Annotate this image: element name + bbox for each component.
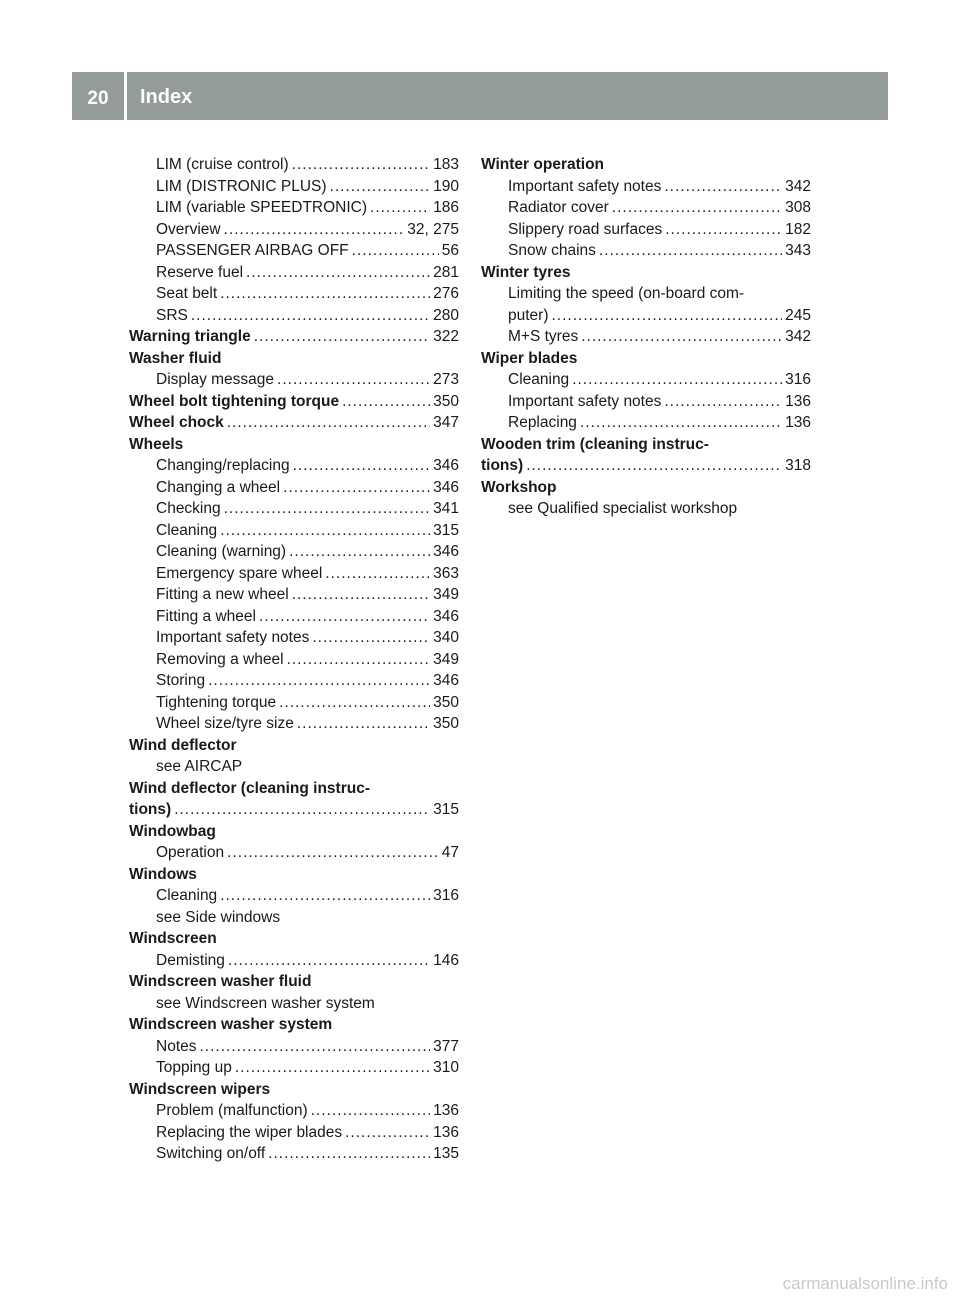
index-entry[interactable] [481,455,811,477]
page-reference[interactable]: 350 [433,715,459,732]
page-reference[interactable]: 135 [433,1145,459,1162]
index-subentry[interactable] [129,950,459,972]
index-heading: Wheels [129,435,184,453]
page-reference[interactable]: 322 [433,328,459,345]
index-subentry[interactable] [481,391,811,413]
page-reference[interactable]: 350 [433,392,459,410]
page-reference[interactable]: 346 [433,672,459,689]
index-subentry[interactable] [481,197,811,219]
index-subentry[interactable] [129,670,459,692]
index-subentry[interactable] [129,1036,459,1058]
index-heading: Workshop [481,478,557,496]
entry-label: Important safety notes [156,629,310,646]
index-heading: Windows [129,865,197,883]
index-reference: see Windscreen washer system [156,994,375,1012]
index-subentry[interactable] [481,412,811,434]
dot-leader [208,670,430,692]
index-heading: Wooden trim (cleaning instruc- [481,435,709,453]
page-reference[interactable]: 340 [433,629,459,646]
index-subentry[interactable] [129,369,459,391]
page-reference[interactable]: 377 [433,1037,459,1055]
index-subentry[interactable] [129,520,459,542]
page-reference[interactable]: 346 [433,543,459,560]
page-reference[interactable]: 346 [433,478,459,496]
entry-label: Notes [156,1037,197,1055]
index-subentry[interactable] [129,240,459,262]
entry-label: SRS [156,306,188,324]
dot-leader [664,176,782,198]
index-subentry[interactable] [129,1100,459,1122]
dot-leader [292,154,430,176]
index-reference: see AIRCAP [156,758,243,775]
index-column-right [481,154,811,520]
entry-label: Important safety notes [508,392,662,410]
entry-label: tions) [481,457,524,474]
dot-leader [220,283,430,305]
entry-label: M+S tyres [508,328,579,345]
page-reference[interactable]: 280 [433,306,459,324]
index-subentry[interactable] [129,154,459,176]
index-subentry[interactable] [129,584,459,606]
index-heading: Winter tyres [481,263,571,281]
page-reference[interactable]: 343 [785,242,811,259]
page-reference[interactable]: 273 [433,371,459,388]
page-reference[interactable]: 349 [433,586,459,603]
dot-leader [311,1100,431,1122]
page-reference[interactable]: 186 [433,199,459,216]
page-reference[interactable]: 146 [433,951,459,969]
index-subentry[interactable] [129,283,459,305]
page-reference[interactable]: 183 [433,156,459,173]
dot-leader [279,692,430,714]
page-reference[interactable]: 315 [433,801,459,818]
index-column-left [129,154,459,1165]
entry-label: Wheel bolt tightening torque [129,392,340,410]
page-reference[interactable]: 32, 275 [407,220,459,238]
dot-leader [293,455,431,477]
page-reference[interactable]: 346 [433,457,459,474]
page-reference[interactable]: 136 [433,1123,459,1141]
dot-leader [345,1122,430,1144]
index-reference: see Side windows [156,908,281,926]
entry-label: Tightening torque [156,693,277,711]
page-reference[interactable]: 47 [441,844,459,861]
index-heading: Wind deflector [129,736,237,754]
page-reference[interactable]: 342 [785,177,811,195]
entry-label: Cleaning [156,521,218,539]
entry-label: Changing a wheel [156,478,281,496]
index-heading: Washer fluid [129,349,222,367]
page-reference[interactable]: 316 [433,887,459,904]
entry-label: Fitting a wheel [156,607,256,625]
entry-label: Snow chains [508,242,596,259]
entry-label: Switching on/off [156,1145,266,1162]
dot-leader [254,326,430,348]
page-reference[interactable]: 316 [785,371,811,388]
index-subentry[interactable] [129,713,459,735]
index-subentry[interactable] [129,1122,459,1144]
index-subentry[interactable] [129,197,459,219]
entry-label: Reserve fuel [156,263,244,281]
entry-label: Cleaning (warning) [156,543,287,560]
dot-leader [292,584,430,606]
entry-label: Emergency spare wheel [156,564,323,582]
header-divider [124,72,127,120]
index-entry[interactable] [129,799,459,821]
entry-label: Replacing [508,414,577,431]
dot-leader [342,391,430,413]
entry-label: Removing a wheel [156,650,284,668]
entry-label: Topping up [156,1059,232,1076]
dot-leader [526,455,782,477]
entry-label: Display message [156,371,275,388]
dot-leader [552,305,783,327]
page-reference[interactable]: 245 [785,306,811,324]
dot-leader [370,197,430,219]
page-reference[interactable]: 341 [433,500,459,517]
index-heading: Windowbag [129,822,216,840]
dot-leader [287,649,431,671]
entry-label: Radiator cover [508,199,609,216]
index-subentry[interactable] [129,541,459,563]
page-reference[interactable]: 136 [785,414,811,431]
page-reference[interactable]: 136 [433,1102,459,1119]
index-subentry[interactable] [481,326,811,348]
index-subentry[interactable] [481,176,811,198]
index-heading: Wiper blades [481,349,578,367]
dot-leader [599,240,782,262]
entry-label: Storing [156,672,206,689]
page-reference[interactable]: 346 [433,607,459,625]
entry-label: Slippery road surfaces [508,220,663,238]
page-reference[interactable]: 276 [433,285,459,302]
page-reference[interactable]: 308 [785,199,811,216]
dot-leader [665,219,782,241]
index-reference: Limiting the speed (on-board com- [508,285,745,302]
dot-leader [352,240,439,262]
dot-leader [289,541,430,563]
entry-label: Seat belt [156,285,218,302]
page-reference[interactable]: 281 [433,263,459,281]
dot-leader [259,606,430,628]
entry-label: Checking [156,500,221,517]
index-heading: Windscreen wipers [129,1080,271,1098]
page-header [72,72,888,120]
dot-leader [581,326,782,348]
index-subentry[interactable] [129,262,459,284]
dot-leader [297,713,430,735]
entry-label: Demisting [156,951,225,969]
entry-label: LIM (DISTRONIC PLUS) [156,177,327,195]
entry-label: Overview [156,220,221,238]
page-reference[interactable]: 342 [785,328,811,345]
dot-leader [325,563,430,585]
dot-leader [268,1143,430,1165]
entry-label: Problem (malfunction) [156,1102,308,1119]
entry-label: Wheel size/tyre size [156,715,294,732]
entry-label: puter) [508,306,549,324]
index-subentry[interactable] [481,219,811,241]
watermark: carmanualsonline.info [782,1274,948,1293]
page-reference[interactable]: 347 [433,414,459,431]
dot-leader [277,369,430,391]
index-entry[interactable] [129,326,459,348]
dot-leader [200,1036,431,1058]
page-reference[interactable]: 182 [785,220,811,238]
page-reference[interactable]: 363 [433,564,459,582]
index-subentry[interactable] [481,240,811,262]
dot-leader [227,842,439,864]
entry-label: Important safety notes [508,177,662,195]
entry-label: Warning triangle [129,328,251,345]
index-entry[interactable] [129,412,459,434]
dot-leader [330,176,431,198]
entry-label: tions) [129,801,172,818]
dot-leader [227,412,430,434]
index-heading: Windscreen [129,930,217,947]
dot-leader [224,498,431,520]
entry-label: Cleaning [156,887,218,904]
dot-leader [220,520,430,542]
index-subentry[interactable] [129,842,459,864]
page-reference[interactable]: 349 [433,650,459,668]
dot-leader [312,627,430,649]
dot-leader [220,885,430,907]
index-subentry[interactable] [129,219,459,241]
index-heading: Wind deflector (cleaning instruc- [129,779,370,797]
dot-leader [246,262,430,284]
entry-label: LIM (variable SPEEDTRONIC) [156,199,368,216]
entry-label: Replacing the wiper blades [156,1123,343,1141]
index-heading: Windscreen washer fluid [129,973,312,990]
index-heading: Winter operation [481,156,605,173]
entry-label: LIM (cruise control) [156,156,289,173]
page-reference[interactable]: 190 [433,177,459,195]
dot-leader [191,305,430,327]
entry-label: Fitting a new wheel [156,586,289,603]
index-subentry[interactable] [129,477,459,499]
index-subentry[interactable] [129,885,459,907]
index-subentry[interactable] [129,563,459,585]
entry-label: Cleaning [508,371,570,388]
index-subentry[interactable] [129,627,459,649]
entry-label: Changing/replacing [156,457,290,474]
page-reference[interactable]: 56 [441,242,459,259]
index-entry[interactable] [129,391,459,413]
dot-leader [283,477,430,499]
index-subentry[interactable] [481,369,811,391]
dot-leader [228,950,430,972]
section-title: Index [140,85,193,108]
entry-label: Wheel chock [129,414,224,431]
index-subentry[interactable] [129,455,459,477]
index-subentry[interactable] [129,1143,459,1165]
dot-leader [572,369,782,391]
page-reference[interactable]: 315 [433,521,459,539]
dot-leader [235,1057,430,1079]
index-heading: Windscreen washer system [129,1016,333,1033]
index-subentry[interactable] [129,305,459,327]
dot-leader [224,219,405,241]
dot-leader [174,799,430,821]
entry-label: Operation [156,844,225,861]
index-subentry[interactable] [129,649,459,671]
page-number: 20 [87,88,109,109]
dot-leader [664,391,782,413]
dot-leader [580,412,782,434]
page-reference[interactable]: 310 [433,1059,459,1076]
index-subentry[interactable] [129,176,459,198]
index-subentry[interactable] [481,305,811,327]
page-reference[interactable]: 318 [785,457,811,474]
page-reference[interactable]: 136 [785,392,811,410]
index-subentry[interactable] [129,498,459,520]
dot-leader [612,197,782,219]
page-reference[interactable]: 350 [433,693,459,711]
index-subentry[interactable] [129,606,459,628]
entry-label: PASSENGER AIRBAG OFF [156,242,349,259]
index-subentry[interactable] [129,1057,459,1079]
index-subentry[interactable] [129,692,459,714]
index-reference: see Qualified specialist workshop [508,500,738,517]
